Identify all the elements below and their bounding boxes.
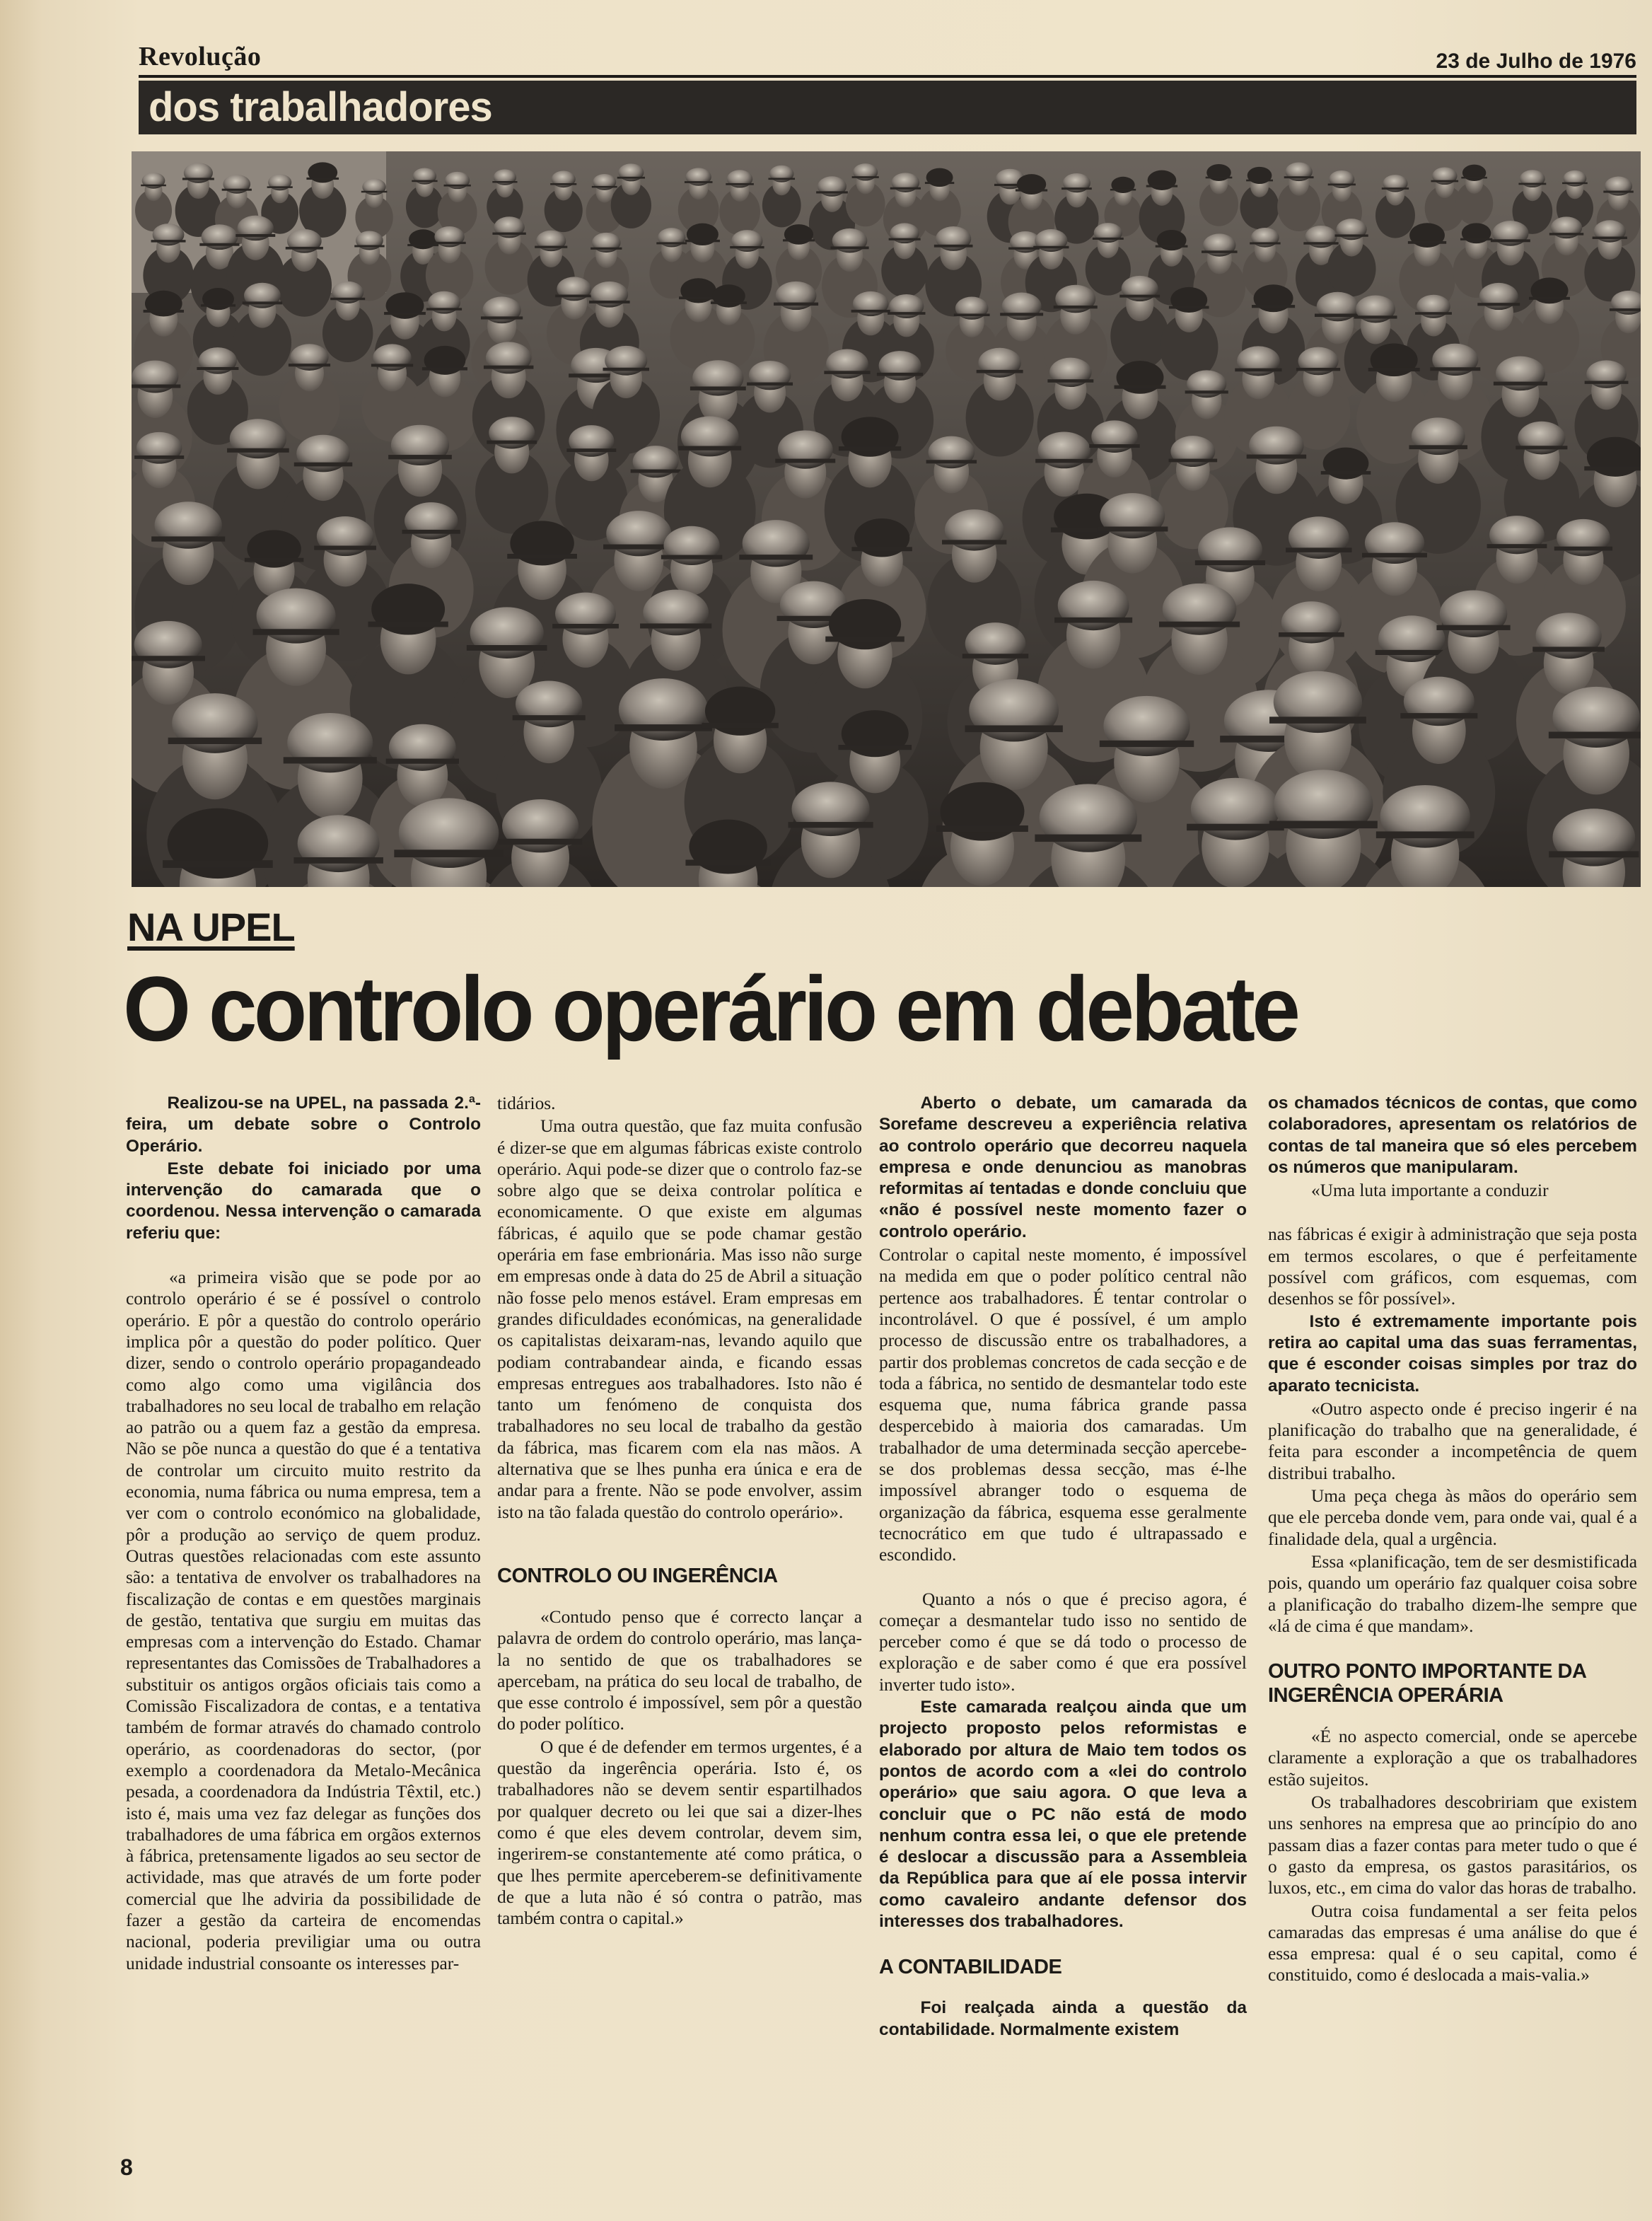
article-paragraph: nas fábricas é exigir à administração que seja posta em termos escolares, o que é perfeitamente possível com gráficos, com esquemas, com desenhos se fôr possível». [1268,1224,1637,1309]
masthead-rule [139,75,1636,78]
article-paragraph: Este debate foi iniciado por uma intervenção do camarada que o coordenou. Nessa intervenção o camarada referiu que: [126,1159,481,1243]
article-paragraph: O que é de defender em termos urgentes, é a questão da ingerência operária. Isto é, os trabalhadores não se devem sentir espartilhados por qualquer decreto ou lei que sai a dizer-lhes como é que eles devem controlar, devem sim, ingerirem-se constantemente até como prática, o que lhes permite aperceberem-se definitivamente de que a luta não é só contra o patrão, mas também contra o capital.» [497,1736,862,1929]
section-title: dos trabalhadores [149,84,492,130]
article-paragraph: Isto é extremamente importante pois retira ao capital uma das suas ferramentas, que é esconder coisas simples por traz do aparato tecnicista. [1268,1311,1637,1396]
article-paragraph: Essa «planificação, tem de ser desmistificada pois, quando um operário faz qualquer coisa sobre a planificação do trabalho dizem-lhe sempre que «lá de cima é que mandam». [1268,1551,1637,1636]
paragraph-spacer [126,1246,481,1267]
article-paragraph: Quanto a nós o que é preciso agora, é começar a desmantelar tudo isso no sentido de perceber como é que se dá todo o processo de exploração e de saber como é que era possível inverter tudo isto». [879,1589,1247,1695]
article-column-3 [879,1093,1247,2042]
subheading: A CONTABILIDADE [879,1956,1062,1979]
article-paragraph: Uma outra questão, que faz muita confusão é dizer-se que em algumas fábricas existe controlo operário. Aqui pode-se dizer que o controlo faz-se sobre algo que se deixa controlar política e economicamente. O que existe em algumas fábricas, é aquilo que se pode chamar gestão operária em fase embrionária. Mas isso não surge em empresas onde à data do 25 de Abril a situação não fosse pelo menos estável. Eram empresas em grandes dificuldades económicas, na generalidade os capitalistas deixaram-nas, levando aquilo que podiam contrabandear ainda, e ficando essas empresas entregues aos trabalhadores. Isto não é tanto um fenómeno de conquista dos trabalhadores no seu local de trabalho da gestão da fábrica, mas ficarem com ela nas mãos. A alternativa que se lhes punha era única e era de andar para a frente. Não se pode envolver, assim isto na tão falada questão do controlo operário». [497,1116,862,1522]
article-paragraph: Este camarada realçou ainda que um projecto proposto pelos reformistas e elaborado por altura de Maio tem todos os pontos de acordo com a «lei do controlo operário» que saiu agora. O que leva a concluir que o PC não está de modo nenhum contra essa lei, o que ele pretende é deslocar a discussão para a Assembleia da República para que aí ele possa intervir como cavaleiro andante defensor dos interesses dos trabalhadores. [879,1698,1247,1931]
crowd-of-miners-photo-icon [132,151,1641,887]
article-paragraph: tidários. [497,1094,556,1113]
article-paragraph: «Outro aspecto onde é preciso ingerir é na planificação do trabalho que na generalidade, é feita para esconder a incompetência de quem distribui trabalho. [1268,1398,1637,1483]
paragraph-spacer [879,1934,1247,1955]
article-column-4 [1268,1093,1637,1988]
headline: O controlo operário em debate [123,957,1298,1060]
article-paragraph: «a primeira visão que se pode por ao controlo operário é se é possível o controlo operário. E pôr a questão do controlo operário implica pôr a questão do poder político. Quer dizer, sendo o controlo operário propagandeado como algo como uma vigilância dos trabalhadores no seu local de trabalho em relação ao patrão ou a quem faz a gestão da empresa. Não se põe nunca a questão do que é a tentativa de controlar um circuito muito restrito da economia, numa fábrica ou numa empresa, tem a ver com o controlo económico na globalidade, pôr a produção ao serviço de quem produz. Outras questões relacionadas com este assunto são: a tentativa de envolver os trabalhadores na fiscalização de contas e em questões marginais de gestão, tentativa que surgiu em muitas das empresas com a intervenção do Estado. Chamar representantes das Comissões de Trabalhadores a substituir os antigos orgãos oficiais tais como a Comissão Fiscalizadora de contas, e a tentativa também de formar através do chamado controlo operário, as coordenadoras do sector, (por exemplo a coordenadora da Metalo-Mecânica pesada, a coordenadora da Indústria Têxtil, etc.) isto é, mais uma vez faz delegar as funções dos trabalhadores de uma fábrica em orgãos externos à fábrica, pretensamente ligados ao seu sector de actividade, mas que através de um forte poder comercial que lhe adviria da possibilidade de fazer a gestão da carteira de encomendas nacional, poderia previligiar uma ou outra unidade industrial consoante os interesses par- [126,1268,481,1973]
article-paragraph: Controlar o capital neste momento, é impossível na medida em que o poder político central não pertence aos trabalhadores. É tentar controlar o incontrolável. O que é possível, é um amplo processo de discussão entre os trabalhadores, a partir dos problemas concretos de cada secção e de toda a fábrica, no sentido de desmantelar todo este esquema que, numa fábrica grande passa despercebido à maioria dos camaradas. Um trabalhador de uma determinada secção apercebe-se dos problemas dessa secção, mas é-lhe impossível abranger todo o esquema de organização da fábrica, esquema esse geralmente tecnocrático em que tudo é ultrapassado e escondido. [879,1245,1247,1565]
paragraph-spacer [1268,1638,1637,1659]
paragraph-spacer [497,1524,862,1564]
article-column-2 [497,1093,862,1930]
kicker: NA UPEL [127,905,295,949]
article-paragraph: Foi realçada ainda a questão da contabilidade. Normalmente existem [879,1998,1247,2039]
photo-graphic [132,151,1641,887]
masthead-title: Revolução [139,42,262,71]
article-column-1 [126,1093,481,1976]
paragraph-spacer [879,1567,1247,1589]
article-paragraph: «É no aspecto comercial, onde se apercebe claramente a exploração a que os trabalhadores estão sujeitos. [1268,1727,1637,1790]
issue-date: 23 de Julho de 1976 [1436,50,1636,73]
article-paragraph: Uma peça chega às mãos do operário sem que ele perceba donde vem, para onde vai, qual é a finalidade dela, qual a urgência. [1268,1486,1637,1549]
page-number: 8 [120,2155,133,2180]
subheading: OUTRO PONTO IMPORTANTE DA INGERÊNCIA OPERÁRIA [1268,1660,1586,1707]
article-paragraph: os chamados técnicos de contas, que como colaboradores, apresentam os relatórios de contas de tal maneira que só eles percebem os números que manipularam. [1268,1094,1637,1177]
article-paragraph: Outra coisa fundamental a ser feita pelos camaradas das empresas é uma análise do que é essa empresa: qual é o seu capital, como é constituido, como é deslocada a mais-valia.» [1268,1901,1637,1985]
paragraph-spacer [1268,1202,1637,1224]
article-paragraph: Realizou-se na UPEL, na passada 2.ª-feira, um debate sobre o Controlo Operário. [126,1094,481,1156]
article-paragraph: «Contudo penso que é correcto lançar a palavra de ordem do controlo operário, mas lança-la no sentido de que os trabalhadores se apercebam, na prática do seu local de trabalho, de que esse controlo é impossível, sem pôr a questão do poder político. [497,1606,862,1734]
article-paragraph: Aberto o debate, um camarada da Sorefame descreveu a experiência relativa ao controlo operário que decorreu naquela empresa e onde denunciou as manobras reformitas aí tentadas e donde concluiu que «não é possível neste momento fazer o controlo operário. [879,1094,1247,1241]
subheading: CONTROLO OU INGERÊNCIA [497,1564,778,1587]
article-paragraph: Os trabalhadores descobririam que existem uns senhores na empresa que ao princípio do ano passam dias a fazer contas para meter tudo o que é o gasto da empresa, os gastos parasitários, os luxos, etc., em cima do valor das horas de trabalho. [1268,1792,1637,1898]
article-paragraph: «Uma luta importante a conduzir [1310,1181,1549,1201]
section-band [139,81,1636,134]
